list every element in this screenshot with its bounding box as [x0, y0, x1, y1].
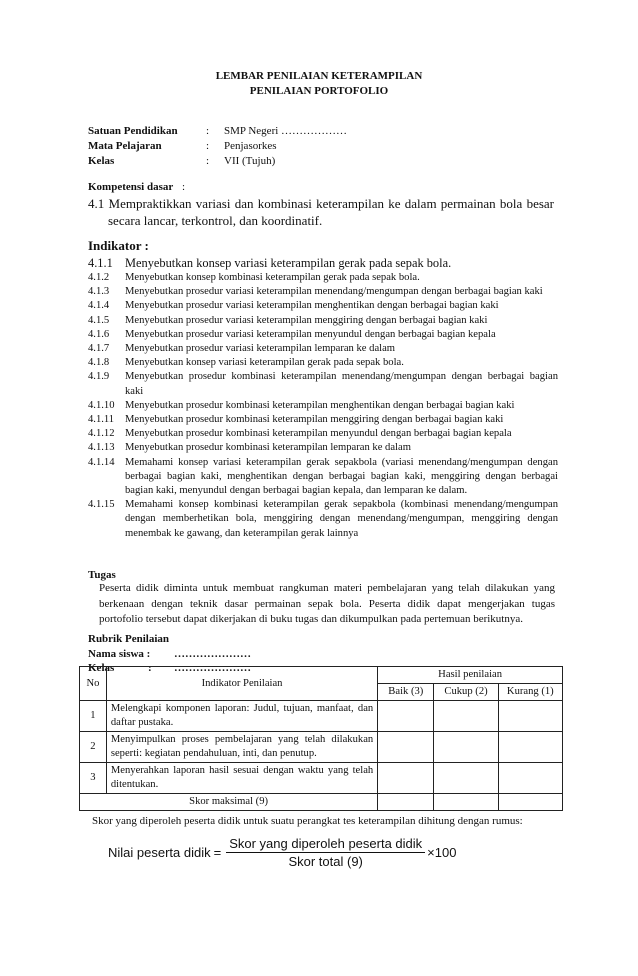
identity-value: Penjasorkes [224, 140, 277, 152]
kompetensi-text-cont: secara lancar, terkontrol, dan koordinatif. [108, 213, 323, 228]
formula-fraction [226, 836, 425, 869]
row-indikator: Melengkapi komponen laporan: Judul, tujuan, manfaat, dan daftar pustaka. [106, 701, 377, 732]
identity-label: Mata Pelajaran [88, 140, 162, 152]
score-cell-kurang[interactable] [498, 732, 562, 763]
total-cell-cukup[interactable] [434, 794, 498, 811]
row-no: 1 [80, 701, 107, 732]
table-row [80, 763, 563, 794]
tugas-text: Peserta didik diminta untuk membuat rangkuman materi pembelajaran yang telah dilakukan yang berkenaan dengan teknik dasar permainan sepak bola. Peserta didik dapat mengerjakan tugas portofolio tersebut dapat dikerjakan di buku tugas dan dikumpulkan pada pertemuan berikutnya. [99, 582, 555, 625]
identity-label: Kelas [88, 155, 115, 167]
score-cell-kurang[interactable] [498, 701, 562, 732]
row-no: 2 [80, 732, 107, 763]
list-item: 4.1.10 Menyebutkan prosedur kombinasi keterampilan menghentikan dengan berbagai bagian kaki [88, 399, 515, 411]
formula-multiplier: ×100 [427, 845, 457, 860]
rubrik-heading: Rubrik Penilaian [88, 633, 169, 645]
formula-equals: = [213, 845, 222, 860]
rubric-table [79, 666, 563, 811]
list-item: 4.1.6 Menyebutkan prosedur variasi keterampilan menyundul dengan berbagai bagian kepala [88, 328, 496, 340]
document-subtitle: PENILAIAN PORTOFOLIO [249, 85, 389, 97]
formula-lhs: Nilai peserta didik [108, 845, 211, 860]
col-kurang-header: Kurang (1) [498, 684, 562, 701]
score-cell-cukup[interactable] [434, 701, 498, 732]
list-item: 4.1.1 Menyebutkan konsep variasi keterampilan gerak pada sepak bola. [88, 256, 452, 270]
table-footer-row [80, 794, 563, 811]
score-formula [108, 836, 456, 869]
identity-label: Satuan Pendidikan [88, 125, 178, 137]
identity-value: SMP Negeri ……………… [224, 125, 348, 137]
table-header-row [80, 667, 563, 684]
score-cell-kurang[interactable] [498, 763, 562, 794]
list-item: 4.1.8 Menyebutkan konsep variasi keterampilan gerak pada sepak bola. [88, 357, 404, 369]
nama-siswa-value: ………………… [174, 648, 251, 660]
col-no-header: No [80, 667, 107, 701]
list-item: 4.1.14 Memahami konsep variasi keterampilan gerak sepakbola (variasi menendang/mengumpan dengan berbagai bagian kaki, menghentikan dengan berbagai bagian kaki, menggiring dengan berbagai bagian kaki, menyundul dengan berbagai bagian kepala, dan lemparan ke dalam. [88, 456, 558, 497]
list-item: 4.1.13 Menyebutkan prosedur kombinasi keterampilan lemparan ke dalam [88, 442, 411, 454]
list-item: 4.1.5 Menyebutkan prosedur variasi keterampilan menggiring dengan berbagai bagian kaki [88, 314, 488, 326]
score-cell-baik[interactable] [378, 763, 434, 794]
col-hasil-header: Hasil penilaian [378, 667, 563, 684]
list-item: 4.1.12 Menyebutkan prosedur kombinasi keterampilan menyundul dengan berbagai bagian kepala [88, 428, 512, 440]
document-title: LEMBAR PENILAIAN KETERAMPILAN [215, 70, 423, 82]
identity-colon: : [206, 140, 210, 152]
kelas-label: Kelas [88, 662, 115, 674]
nama-siswa-label: Nama siswa : [88, 648, 151, 660]
list-item: 4.1.11 Menyebutkan prosedur kombinasi keterampilan menggiring dengan berbagai bagian kaki [88, 414, 504, 426]
kompetensi-text: 4.1 Mempraktikkan variasi dan kombinasi keterampilan ke dalam permainan bola besar [88, 196, 554, 211]
total-cell-baik[interactable] [378, 794, 434, 811]
list-item: 4.1.3 Menyebutkan prosedur variasi keterampilan menendang/mengumpan dengan berbagai bagian kaki [88, 286, 543, 298]
identity-colon: : [206, 155, 210, 167]
kompetensi-colon: : [182, 181, 186, 193]
total-cell-kurang[interactable] [498, 794, 562, 811]
kompetensi-label: Kompetensi dasar [88, 181, 174, 193]
list-item: 4.1.4 Menyebutkan prosedur variasi keterampilan menghentikan dengan berbagai bagian kaki [88, 300, 499, 312]
rubrik-note: Skor yang diperoleh peserta didik untuk suatu perangkat tes keterampilan dihitung dengan rumus: [92, 815, 523, 827]
score-cell-cukup[interactable] [434, 732, 498, 763]
formula-numerator: Skor yang diperoleh peserta didik [226, 836, 425, 853]
kelas-colon: : [148, 662, 152, 674]
list-item: 4.1.7 Menyebutkan prosedur variasi keterampilan lemparan ke dalam [88, 343, 396, 355]
row-indikator: Menyimpulkan proses pembelajaran yang telah dilakukan seperti: kegiatan pendahuluan, inti, dan penutup. [106, 732, 377, 763]
indikator-list [88, 255, 558, 541]
identity-value: VII (Tujuh) [224, 155, 276, 167]
formula-denominator: Skor total (9) [288, 854, 363, 869]
score-cell-baik[interactable] [378, 732, 434, 763]
table-row [80, 701, 563, 732]
col-cukup-header: Cukup (2) [434, 684, 498, 701]
row-indikator: Menyerahkan laporan hasil sesuai dengan waktu yang telah ditentukan. [106, 763, 377, 794]
skor-maksimal: Skor maksimal (9) [80, 794, 378, 811]
list-item: 4.1.15 Memahami konsep kombinasi keterampilan gerak sepakbola (kombinasi menendang/mengumpan dengan memberhetikan bola, menggiring dengan menendang/mengumpan, menggiring dengan menembak ke gawang, dan keterampilan gerak lainnya [88, 499, 558, 539]
kelas-value: ………………… [174, 662, 251, 674]
list-item: 4.1.2 Menyebutkan konsep kombinasi keterampilan gerak pada sepak bola. [88, 272, 420, 283]
score-cell-baik[interactable] [378, 701, 434, 732]
score-cell-cukup[interactable] [434, 763, 498, 794]
row-no: 3 [80, 763, 107, 794]
col-baik-header: Baik (3) [378, 684, 434, 701]
list-item: 4.1.9 Menyebutkan prosedur kombinasi keterampilan menendang/mengumpan dengan berbagai bagian kaki [88, 371, 558, 397]
identity-colon: : [206, 125, 210, 137]
tugas-heading: Tugas [88, 569, 116, 581]
indikator-heading: Indikator : [88, 238, 149, 253]
col-indikator-header: Indikator Penilaian [106, 667, 377, 701]
table-row [80, 732, 563, 763]
